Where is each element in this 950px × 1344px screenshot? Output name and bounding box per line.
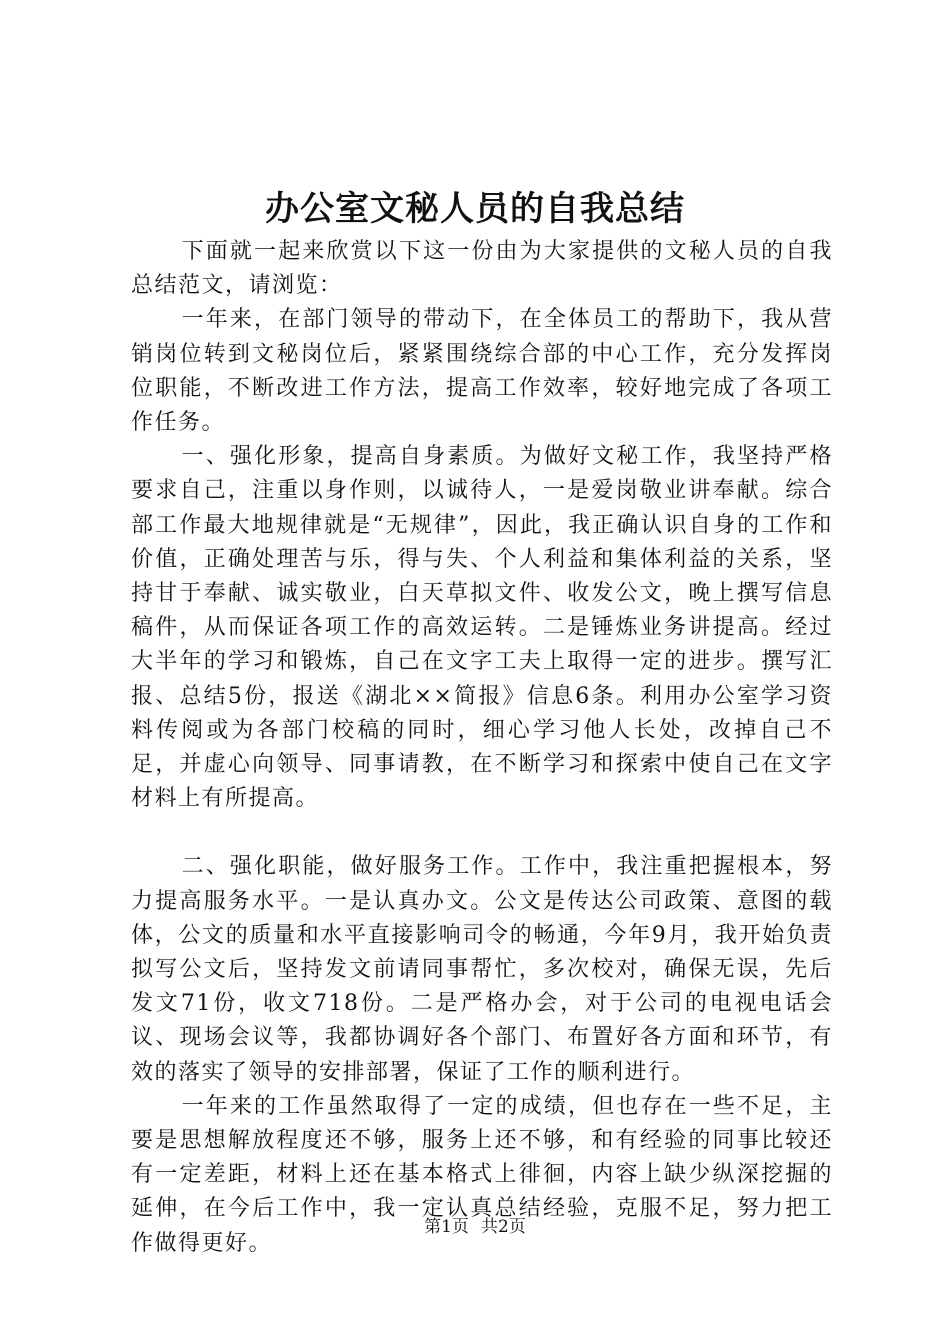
page-footer	[0, 1215, 950, 1239]
paragraph-intro: 下面就一起来欣赏以下这一份由为大家提供的文秘人员的自我总结范文，请浏览：	[131, 239, 833, 299]
paragraph-conclusion: 一年来的工作虽然取得了一定的成绩，但也存在一些不足，主要是思想解放程度还不够，服务上还不够，和有经验的同事比较还有一定差距，材料上还在基本格式上徘徊，内容上缺少纵深挖掘的延伸，在今后工作中，我一定认真总结经验，克服不足，努力把工作做得更好。	[131, 1093, 833, 1256]
paragraph-spacer	[131, 816, 833, 850]
paragraph-section-two: 二、强化职能，做好服务工作。工作中，我注重把握根本，努力提高服务水平。一是认真办文。公文是传达公司政策、意图的载体，公文的质量和水平直接影响司令的畅通，今年9月，我开始负责拟写公文后，坚持发文前请同事帮忙，多次校对，确保无误，先后发文71份，收文718份。二是严格办会，对于公司的电视电话会议、现场会议等，我都协调好各个部门、布置好各方面和环节，有效的落实了领导的安排部署，保证了工作的顺利进行。	[131, 854, 833, 1085]
paragraph-section-one: 一、强化形象，提高自身素质。为做好文秘工作，我坚持严格要求自己，注重以身作则，以诚待人，一是爱岗敬业讲奉献。综合部工作最大地规律就是“无规律”，因此，我正确认识自身的工作和价值，正确处理苦与乐，得与失、个人利益和集体利益的关系，坚持甘于奉献、诚实敬业，白天草拟文件、收发公文，晚上撰写信息稿件，从而保证各项工作的高效运转。二是锤炼业务讲提高。经过大半年的学习和锻炼，自己在文字工夫上取得一定的进步。撰写汇报、总结5份，报送《湖北××简报》信息6条。利用办公室学习资料传阅或为各部门校稿的同时，细心学习他人长处，改掉自己不足，并虚心向领导、同事请教，在不断学习和探索中使自己在文字材料上有所提高。	[131, 444, 833, 812]
document-title: 办公室文秘人员的自我总结	[265, 189, 685, 229]
document-body	[131, 235, 833, 1261]
paragraph-overview: 一年来，在部门领导的带动下，在全体员工的帮助下，我从营销岗位转到文秘岗位后，紧紧围绕综合部的中心工作，充分发挥岗位职能，不断改进工作方法，提高工作效率，较好地完成了各项工作任务。	[131, 307, 833, 436]
page-number: 第1页	[424, 1217, 469, 1237]
page-total: 共2页	[481, 1217, 526, 1237]
